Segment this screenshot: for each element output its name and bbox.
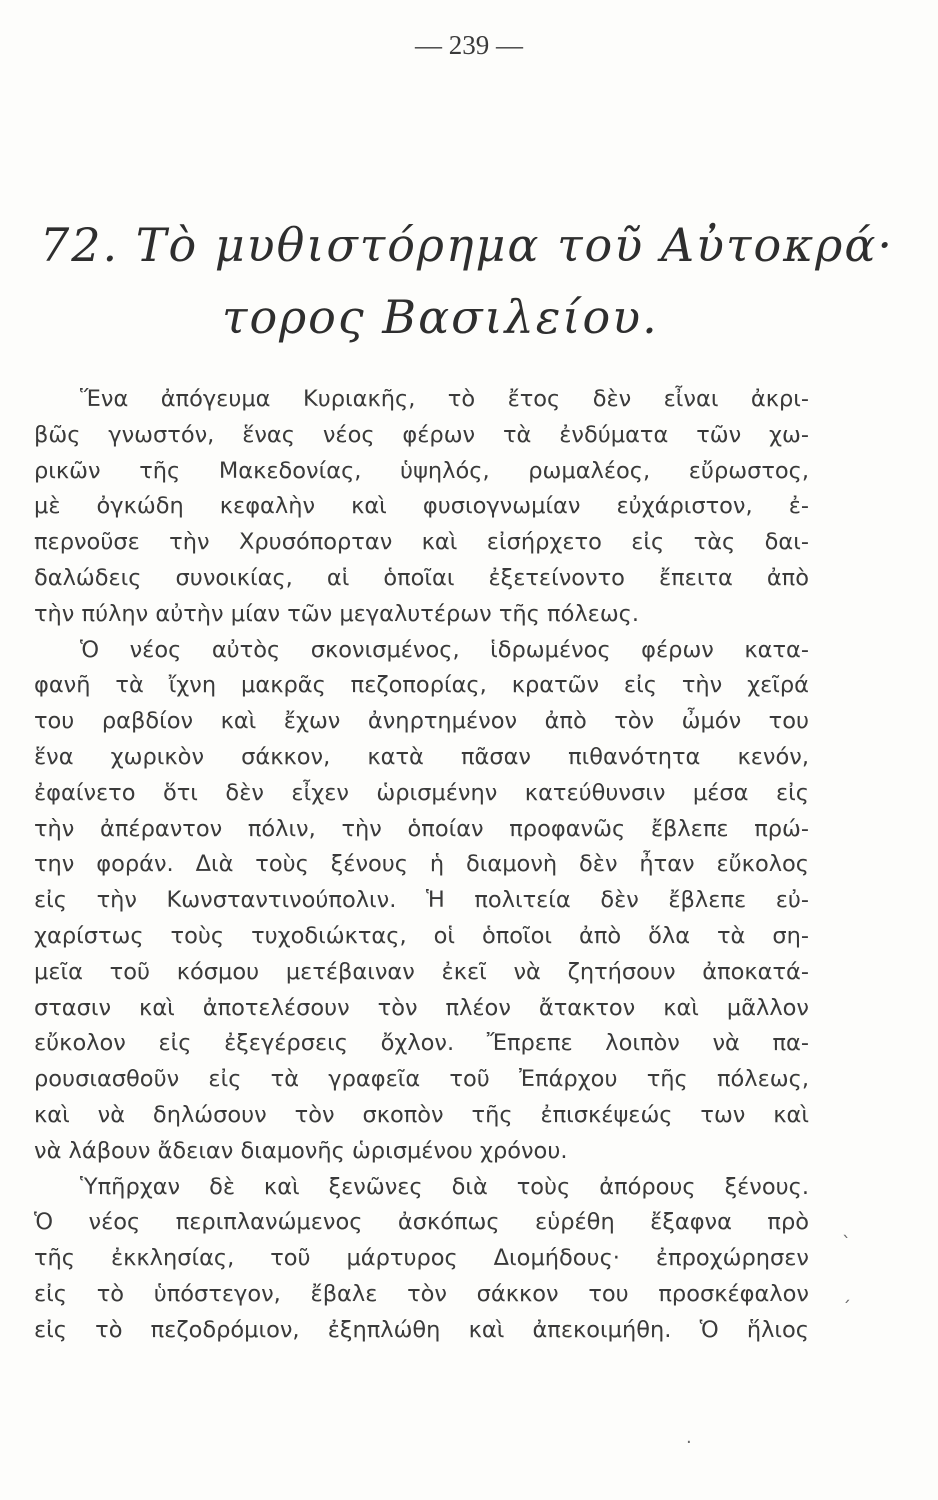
text-line: ρουσιασθοῦν εἰς τὰ γραφεῖα τοῦ Ἐπάρχου τῆς πόλεως, <box>34 1066 809 1093</box>
chapter-title-line-1: 72. Τὸ μυθιστόρημα τοῦ Αὐτοκρά· <box>40 218 895 272</box>
margin-mark: · <box>686 1432 692 1453</box>
text-line: Ὁ νέος περιπλανώμενος ἀσκόπως εὑρέθη ἔξαφνα πρὸ <box>34 1209 809 1236</box>
page-number: — 239 — <box>415 30 523 60</box>
text-line: νὰ λάβουν ἄδειαν διαμονῆς ὡρισμένου χρόνου. <box>34 1137 568 1164</box>
text-line: ἕνα χωρικὸν σάκκον, κατὰ πᾶσαν πιθανότητα κενόν, <box>34 743 809 770</box>
text-line: Ὁ νέος αὐτὸς σκονισμένος, ἱδρωμένος φέρων κατα- <box>80 636 809 663</box>
text-line: φανῆ τὰ ἴχνη μακρᾶς πεζοπορίας, κρατῶν εἰς τὴν χεῖρά <box>34 672 809 699</box>
text-line: καὶ νὰ δηλώσουν τὸν σκοπὸν τῆς ἐπισκέψεώς των καὶ <box>34 1101 809 1128</box>
text-line: μεῖα τοῦ κόσμου μετέβαιναν ἐκεῖ νὰ ζητήσουν ἀποκατά- <box>34 958 809 985</box>
chapter-title-line-2: τορος Βασιλείου. <box>222 290 659 344</box>
text-line: εἰς τὸ ὑπόστεγον, ἔβαλε τὸν σάκκον του προσκέφαλον <box>34 1280 809 1307</box>
text-line: Ὑπῆρχαν δὲ καὶ ξενῶνες διὰ τοὺς ἀπόρους ξένους. <box>80 1173 809 1200</box>
text-line: ἐφαίνετο ὅτι δὲν εἶχεν ὡρισμένην κατεύθυνσιν μέσα εἰς <box>34 779 809 806</box>
text-line: στασιν καὶ ἀποτελέσουν τὸν πλέον ἄτακτον καὶ μᾶλλον <box>34 994 809 1021</box>
text-line: περνοῦσε τὴν Χρυσόπορταν καὶ εἰσήρχετο εἰς τὰς δαι- <box>34 529 809 556</box>
text-line: την φοράν. Διὰ τοὺς ξένους ἡ διαμονὴ δὲν ἦταν εὔκολος <box>34 851 809 878</box>
margin-mark: ˏ <box>842 1283 851 1304</box>
text-line: Ἕνα ἀπόγευμα Κυριακῆς, τὸ ἔτος δὲν εἶναι ἀκρι- <box>80 386 809 412</box>
body-text <box>34 382 809 1349</box>
text-line: εἰς τὸ πεζοδρόμιον, ἐξηπλώθη καὶ ἀπεκοιμήθη. Ὁ ἥλιος <box>34 1316 809 1343</box>
text-line: βῶς γνωστόν, ἕνας νέος φέρων τὰ ἐνδύματα τῶν χω- <box>34 421 809 448</box>
text-line: μὲ ὀγκώδη κεφαλὴν καὶ φυσιογνωμίαν εὐχάριστον, ἐ- <box>34 493 809 520</box>
text-line: χαρίστως τοὺς τυχοδιώκτας, οἱ ὁποῖοι ἀπὸ ὅλα τὰ ση- <box>34 922 809 949</box>
text-line: δαλώδεις συνοικίας, αἱ ὁποῖαι ἐξετείνοντο ἔπειτα ἀπὸ <box>34 564 809 591</box>
text-line: ρικῶν τῆς Μακεδονίας, ὑψηλός, ρωμαλέος, εὔρωστος, <box>34 457 809 484</box>
text-line: τῆς ἐκκλησίας, τοῦ μάρτυρος Διομήδους· ἐπροχώρησεν <box>34 1245 809 1272</box>
text-line: εἰς τὴν Κωνσταντινούπολιν. Ἡ πολιτεία δὲν ἔβλεπε εὐ- <box>34 887 809 914</box>
text-line: τὴν ἀπέραντον πόλιν, τὴν ὁποίαν προφανῶς ἔβλεπε πρώ- <box>34 815 809 842</box>
margin-mark: ˎ <box>842 1218 851 1239</box>
text-line: εὔκολον εἰς ἐξεγέρσεις ὄχλον. Ἔπρεπε λοιπὸν νὰ πα- <box>34 1030 809 1057</box>
text-line: του ραβδίον καὶ ἔχων ἀνηρτημένον ἀπὸ τὸν ὦμόν του <box>34 708 809 735</box>
text-line: τὴν πύλην αὐτὴν μίαν τῶν μεγαλυτέρων τῆς πόλεως. <box>34 600 640 627</box>
